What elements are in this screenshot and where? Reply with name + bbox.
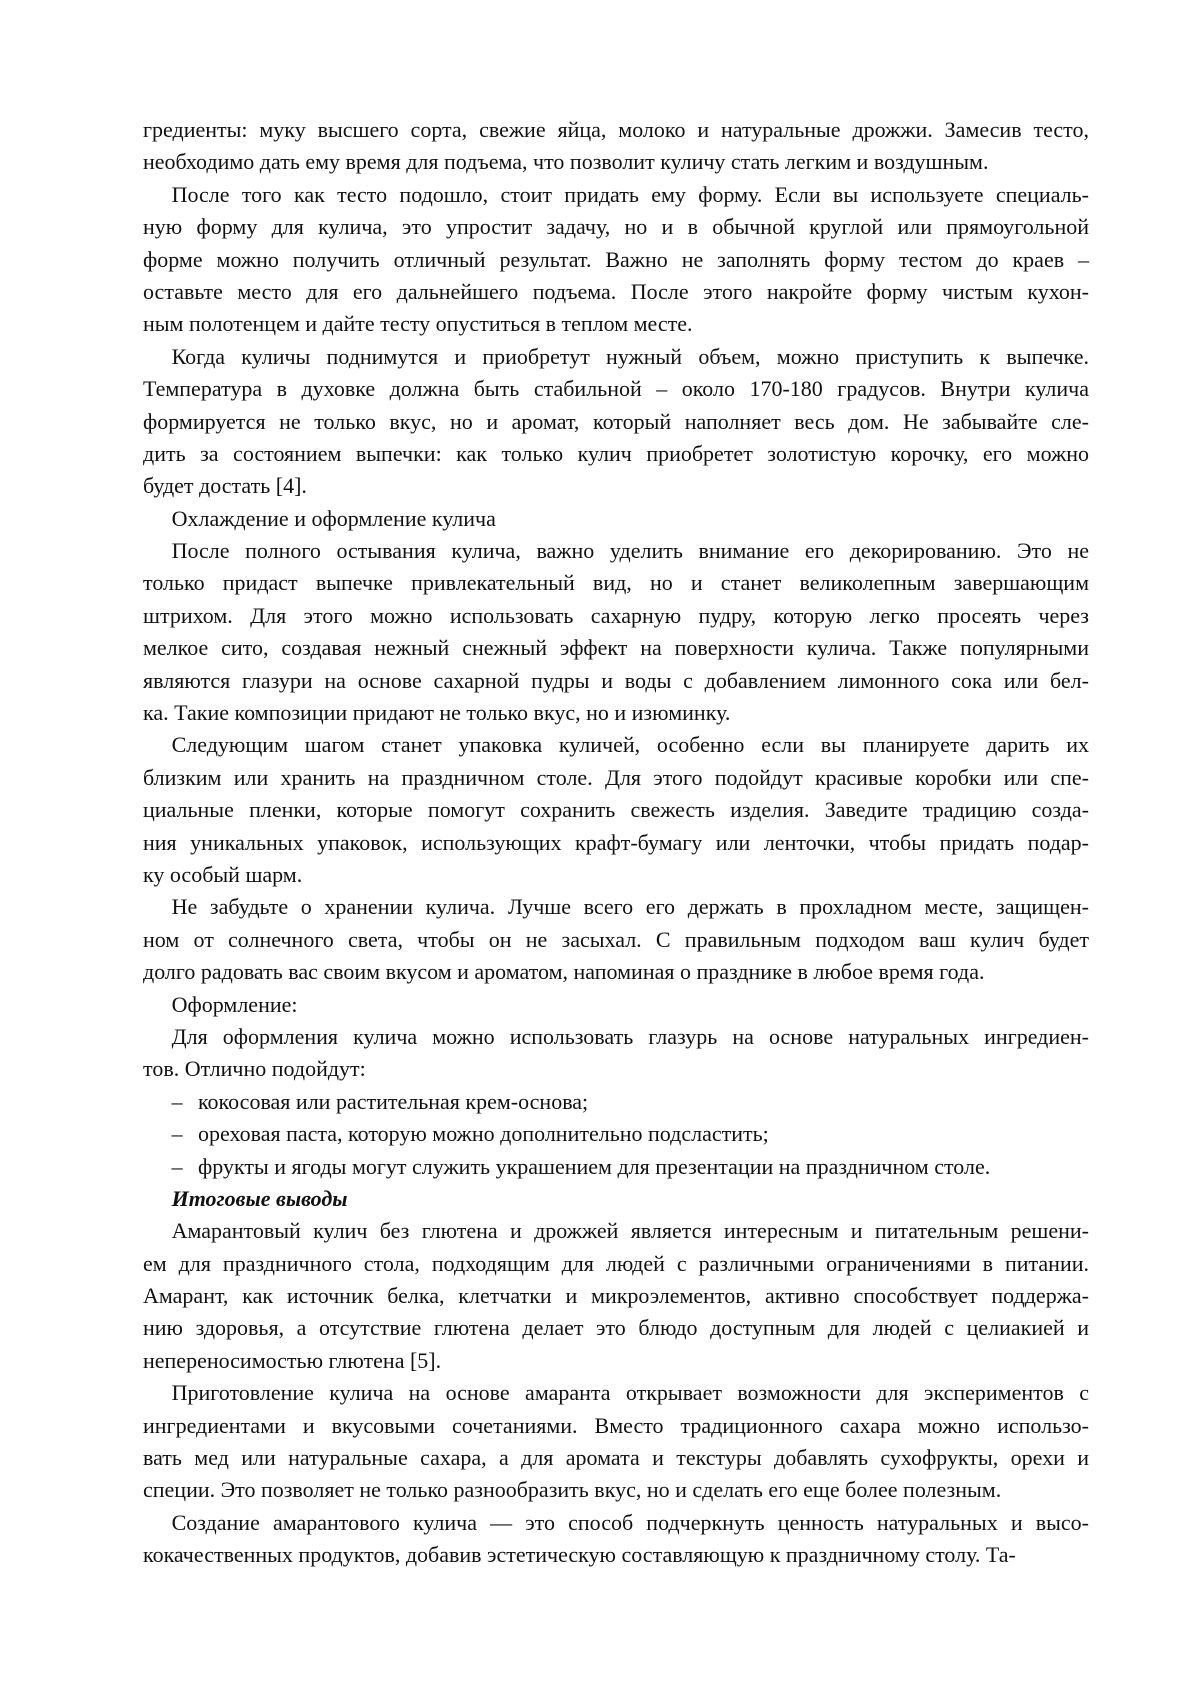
text-line: гредиенты: муку высшего сорта, свежие яйца, молоко и натуральные дрожжи. Замесив тесто, — [143, 117, 1089, 142]
text-line: Амарантовый кулич без глютена и дрожжей является интересным и питательным решени- — [171, 1218, 1089, 1244]
text-line: ную форму для кулича, это упростит задачу, но и в обычной круглой или прямоугольной — [143, 214, 1089, 240]
paragraph — [143, 989, 1089, 1021]
paragraph — [143, 1507, 1089, 1572]
bullet-list — [143, 1086, 1089, 1183]
text-line: Охлаждение и оформление кулича — [171, 505, 496, 531]
paragraph — [143, 891, 1089, 988]
text-line: дить за состоянием выпечки: как только кулич приобретет золотистую корочку, его можно — [143, 440, 1089, 466]
text-line: только придаст выпечке привлекательный вид, но и станет великолепным завершающим — [143, 570, 1089, 596]
text-line: ния уникальных упаковок, использующих крафт-бумагу или ленточки, чтобы придать подар- — [143, 829, 1089, 855]
text-line: будет достать [4]. — [143, 473, 307, 499]
text-line: Для оформления кулича можно использовать глазурь на основе натуральных ингредиен- — [171, 1023, 1089, 1049]
paragraph — [143, 341, 1089, 503]
list-dash: – — [171, 1121, 183, 1147]
text-line: форме можно получить отличный результат. Важно не заполнять форму тестом до краев – — [143, 246, 1089, 272]
text-line: Следующим шагом станет упаковка куличей, особенно если вы планируете дарить их — [171, 732, 1089, 758]
text-line: нию здоровья, а отсутствие глютена делает это блюдо доступным для людей с целиакией и — [143, 1315, 1089, 1341]
text-line: Амарант, как источник белка, клетчатки и микроэлементов, активно способствует поддержа- — [143, 1283, 1089, 1309]
list-item-text: кокосовая или растительная крем-основа; — [197, 1088, 589, 1114]
list-dash: – — [171, 1153, 183, 1179]
text-line: необходимо дать ему время для подъема, что позволит куличу стать легким и воздушным. — [143, 149, 989, 175]
text-line: являются глазури на основе сахарной пудры и воды с добавлением лимонного сока или бел- — [143, 667, 1089, 693]
paragraph — [143, 1377, 1089, 1507]
text-line: После того как тесто подошло, стоит придать ему форму. Если вы используете специаль- — [171, 181, 1089, 207]
text-line: ем для праздничного стола, подходящим для людей с различными ограничениями в питании. — [143, 1250, 1089, 1276]
text-line: специи. Это позволяет не только разнообразить вкус, но и сделать его еще более полезным. — [143, 1477, 1002, 1503]
paragraph — [143, 179, 1089, 341]
text-line: Оформление: — [171, 991, 298, 1017]
text-line: вать мед или натуральные сахара, а для аромата и текстуры добавлять сухофрукты, орехи и — [143, 1445, 1089, 1471]
text-line: ным полотенцем и дайте тесту опуститься в теплом месте. — [143, 311, 693, 337]
text-line: близким или хранить на праздничном столе. Для этого подойдут красивые коробки или спе- — [143, 764, 1089, 790]
paragraph — [143, 1215, 1089, 1377]
text-line: мелкое сито, создавая нежный снежный эффект на поверхности кулича. Также популярными — [143, 635, 1089, 661]
list-item — [143, 1151, 1089, 1183]
text-line: формируется не только вкус, но и аромат, который наполняет весь дом. Не забывайте сле- — [143, 408, 1089, 434]
text-line: тов. Отлично подойдут: — [143, 1056, 366, 1082]
list-item — [143, 1086, 1089, 1118]
text-line: Температура в духовке должна быть стабильной – около 170-180 градусов. Внутри кулича — [143, 376, 1089, 402]
section-heading: Итоговые выводы — [171, 1185, 348, 1211]
text-line: Приготовление кулича на основе амаранта открывает возможности для экспериментов с — [171, 1380, 1089, 1406]
text-line: Когда куличы поднимутся и приобретут нужный объем, можно приступить к выпечке. — [171, 343, 1089, 369]
paragraph — [143, 503, 1089, 535]
document-page — [143, 114, 1089, 1572]
text-line: кокачественных продуктов, добавив эстетическую составляющую к праздничному столу. Та- — [143, 1542, 1016, 1568]
paragraph — [143, 114, 1089, 179]
text-line: Создание амарантового кулича — это способ подчеркнуть ценность натуральных и высо- — [171, 1509, 1089, 1535]
paragraph — [143, 1021, 1089, 1086]
text-line: долго радовать вас своим вкусом и ароматом, напоминая о празднике в любое время года. — [143, 959, 985, 985]
paragraph — [143, 729, 1089, 891]
text-line: циальные пленки, которые помогут сохранить свежесть изделия. Заведите традицию созда- — [143, 797, 1089, 823]
list-dash: – — [171, 1088, 183, 1114]
text-line: Не забудьте о хранении кулича. Лучше всего его держать в прохладном месте, защищен- — [171, 894, 1089, 920]
text-line: непереносимостью глютена [5]. — [143, 1347, 442, 1373]
list-item — [143, 1118, 1089, 1150]
text-line: ингредиентами и вкусовыми сочетаниями. Вместо традиционного сахара можно использо- — [143, 1412, 1089, 1438]
text-line: После полного остывания кулича, важно уделить внимание его декорированию. Это не — [171, 538, 1089, 564]
list-item-text: фрукты и ягоды могут служить украшением для презентации на праздничном столе. — [197, 1153, 991, 1179]
text-line: ку особый шарм. — [143, 861, 303, 887]
text-line: штрихом. Для этого можно использовать сахарную пудру, которую легко просеять через — [143, 602, 1089, 628]
text-line: оставьте место для его дальнейшего подъема. После этого накройте форму чистым кухон- — [143, 278, 1089, 304]
text-line: ка. Такие композиции придают не только вкус, но и изюминку. — [143, 700, 731, 726]
paragraph — [143, 535, 1089, 729]
list-item-text: ореховая паста, которую можно дополнительно подсластить; — [197, 1121, 769, 1147]
text-line: ном от солнечного света, чтобы он не засыхал. С правильным подходом ваш кулич будет — [143, 926, 1089, 952]
